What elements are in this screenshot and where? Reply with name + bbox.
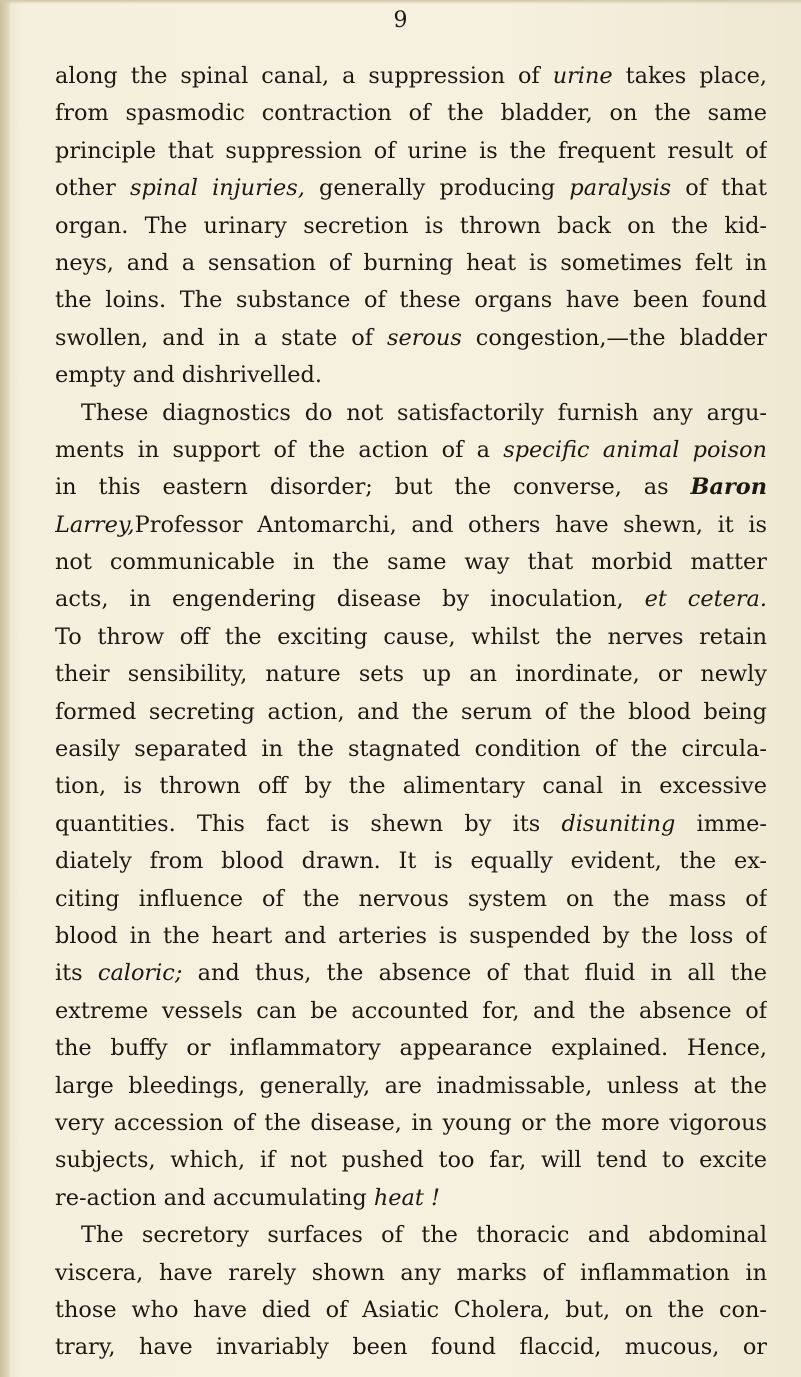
text-segment: its [55,960,98,987]
text-segment: re-action and accumulating [55,1184,374,1211]
emphasized-text: heat ! [373,1184,440,1211]
text-segment: acts, in engendering disease by inoculation, [55,586,645,613]
text-line [55,245,767,282]
page-number: 9 [393,8,408,33]
text-segment: generally producing [304,175,570,202]
text-segment: neys, and a sensation of burning heat is sometimes felt in [55,249,767,276]
text-segment: blood in the heart and arteries is suspended by the loss of [55,922,767,949]
text-line [55,731,767,768]
text-segment: easily separated in the stagnated condition of the circula- [55,736,767,763]
text-line [55,282,767,319]
text-segment: citing influence of the nervous system on the mass of [55,885,767,912]
text-segment: the buffy or inflammatory appearance explained. Hence, [55,1035,767,1062]
text-line [55,507,767,544]
text-line [55,881,767,918]
text-line [55,843,767,880]
text-line [55,694,767,731]
emphasized-text: urine [552,63,613,89]
text-segment: trary, have invariably been found flaccid, mucous, or [55,1334,767,1361]
text-segment: Professor Antomarchi, and others have shewn, it is [134,511,767,538]
text-line [55,133,767,170]
text-line [55,993,767,1030]
text-segment: extreme vessels can be accounted for, and the absence of [55,997,767,1024]
emphasized-text: serous [386,324,462,351]
text-segment: To throw off the exciting cause, whilst the nerves retain [55,623,767,650]
text-line [55,320,767,357]
text-line [55,1068,767,1105]
text-line [55,170,767,207]
text-segment: imme- [675,810,767,837]
text-segment: their sensibility, nature sets up an inordinate, or newly [55,661,767,688]
text-segment: tion, is thrown off by the alimentary canal in excessive [55,773,767,800]
text-segment: empty and dishrivelled. [55,362,322,389]
text-line [55,395,767,432]
text-segment: swollen, and in a state of [55,324,387,351]
emphasized-text: Baron [690,474,767,501]
text-line [55,619,767,656]
text-segment: and thus, the absence of that fluid in all the [182,960,767,987]
text-line [55,1292,767,1329]
text-line [55,95,767,132]
text-segment: ments in support of the action of a [55,436,504,463]
text-line [55,768,767,805]
text-line [55,469,767,506]
text-line [55,432,767,469]
text-segment: not communicable in the same way that morbid matter [55,549,767,576]
text-line [55,1217,767,1254]
emphasized-text: disuniting [561,810,676,837]
text-line [55,806,767,843]
body-text [55,58,767,1367]
text-segment: of that [671,175,767,202]
text-line [55,656,767,693]
text-line [55,1329,767,1366]
text-segment: from spasmodic contraction of the bladder, on the same [55,100,767,127]
text-segment: the loins. The substance of these organs have been found [55,287,767,314]
text-segment: those who have died of Asiatic Cholera, but, on the con- [55,1296,767,1323]
binding-edge [0,0,10,1377]
text-line [55,955,767,992]
emphasized-text: caloric; [97,960,183,987]
text-line [55,1255,767,1292]
text-line [55,357,767,394]
text-segment: very accession of the disease, in young or the more vigorous [55,1109,767,1136]
text-line [55,1180,767,1217]
text-segment: principle that suppression of urine is the frequent result of [55,137,767,164]
text-line [55,58,767,95]
text-segment: takes place, [612,63,767,89]
text-line [55,1142,767,1179]
text-segment: These diagnostics do not satisfactorily furnish any argu- [81,399,767,426]
text-segment: formed secreting action, and the serum of the blood being [55,698,767,725]
text-segment: The secretory surfaces of the thoracic and abdominal [81,1222,767,1249]
emphasized-text: specific animal poison [503,436,767,463]
top-edge-shadow [0,0,801,4]
text-segment: other [55,175,131,202]
text-segment: viscera, have rarely shown any marks of inflammation in [55,1259,767,1286]
text-line [55,581,767,618]
text-line [55,1030,767,1067]
text-line [55,918,767,955]
text-segment: quantities. This fact is shewn by its [55,810,562,837]
emphasized-text: et cetera. [644,586,767,613]
text-segment: large bleedings, generally, are inadmissable, unless at the [55,1072,767,1099]
text-line [55,544,767,581]
text-segment: along the spinal canal, a suppression of [55,63,553,89]
emphasized-text: spinal injuries, [130,175,305,202]
text-line [55,208,767,245]
text-segment: in this eastern disorder; but the converse, as [55,474,691,501]
text-segment: organ. The urinary secretion is thrown back on the kid- [55,212,767,239]
emphasized-text: Larrey, [55,511,135,538]
emphasized-text: paralysis [569,175,672,202]
text-segment: subjects, which, if not pushed too far, will tend to excite [55,1147,767,1174]
text-segment: congestion,—the bladder [461,324,767,351]
text-segment: diately from blood drawn. It is equally evident, the ex- [55,848,767,875]
text-line [55,1105,767,1142]
